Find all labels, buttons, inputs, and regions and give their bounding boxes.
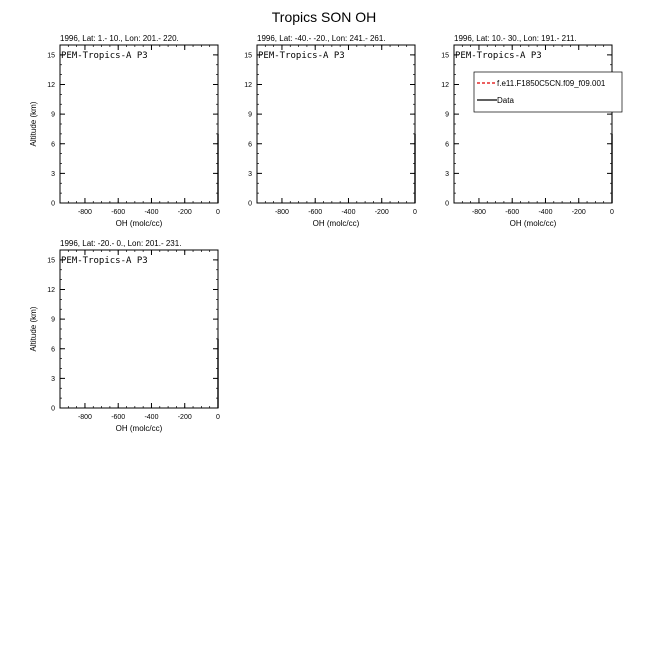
y-tick-label: 0: [51, 200, 55, 208]
x-tick-label: 0: [610, 209, 614, 216]
y-tick-label: 15: [47, 52, 55, 60]
x-tick-label: -200: [177, 209, 192, 216]
y-tick-label: 3: [248, 170, 252, 178]
legend: [474, 72, 622, 112]
y-tick-label: 9: [445, 111, 449, 119]
y-tick-label: 6: [248, 141, 252, 149]
panel-annotation: PEM-Tropics-A P3: [455, 51, 542, 61]
x-tick-label: 0: [216, 209, 220, 216]
y-tick-label: 9: [51, 111, 55, 119]
legend-label-2: Data: [497, 96, 514, 105]
x-tick-label: -400: [341, 209, 356, 216]
y-tick-label: 0: [248, 200, 252, 208]
x-axis-label: OH (molc/cc): [509, 219, 557, 228]
panel-subtitle: 1996, Lat: 10.- 30., Lon: 191.- 211.: [454, 34, 577, 43]
x-tick-label: -200: [177, 414, 192, 421]
y-tick-label: 6: [51, 141, 55, 149]
y-tick-label: 6: [51, 346, 55, 354]
y-tick-label: 6: [445, 141, 449, 149]
panel-annotation: PEM-Tropics-A P3: [258, 51, 345, 61]
y-tick-label: 12: [47, 287, 55, 294]
y-tick-label: 15: [441, 52, 449, 60]
x-tick-label: -600: [308, 209, 323, 216]
x-tick-label: -200: [374, 209, 389, 216]
y-tick-label: 12: [441, 82, 449, 89]
y-tick-label: 15: [47, 257, 55, 265]
x-tick-label: -600: [111, 209, 126, 216]
y-tick-label: 3: [51, 170, 55, 178]
x-tick-label: -600: [111, 414, 126, 421]
x-tick-label: -800: [471, 209, 486, 216]
panel-subtitle: 1996, Lat: -20.- 0., Lon: 201.- 231.: [60, 239, 182, 248]
y-tick-label: 9: [51, 316, 55, 324]
x-tick-label: -800: [77, 209, 92, 216]
figure-title: Tropics SON OH: [271, 9, 377, 25]
legend-label-1: f.e11.F1850C5CN.f09_f09.001: [497, 79, 606, 88]
y-tick-label: 15: [244, 52, 252, 60]
x-tick-label: -400: [144, 209, 159, 216]
y-axis-label: Altitude (km): [29, 101, 38, 147]
y-tick-label: 3: [445, 170, 449, 178]
x-axis-label: OH (molc/cc): [115, 219, 163, 228]
x-tick-label: -200: [571, 209, 586, 216]
x-axis-label: OH (molc/cc): [312, 219, 360, 228]
panel-subtitle: 1996, Lat: -40.- -20., Lon: 241.- 261.: [257, 34, 386, 43]
y-tick-label: 9: [248, 111, 252, 119]
y-tick-label: 12: [244, 82, 252, 89]
y-tick-label: 0: [445, 200, 449, 208]
y-tick-label: 3: [51, 375, 55, 383]
y-axis-label: Altitude (km): [29, 306, 38, 352]
x-tick-label: -800: [274, 209, 289, 216]
panel-subtitle: 1996, Lat: 1.- 10., Lon: 201.- 220.: [60, 34, 179, 43]
x-tick-label: -400: [538, 209, 553, 216]
x-tick-label: -800: [77, 414, 92, 421]
x-tick-label: 0: [413, 209, 417, 216]
panel-annotation: PEM-Tropics-A P3: [61, 51, 148, 61]
x-tick-label: 0: [216, 414, 220, 421]
x-tick-label: -400: [144, 414, 159, 421]
legend-box: [474, 72, 622, 112]
y-tick-label: 12: [47, 82, 55, 89]
panel-annotation: PEM-Tropics-A P3: [61, 256, 148, 266]
y-tick-label: 0: [51, 405, 55, 413]
x-axis-label: OH (molc/cc): [115, 424, 163, 433]
x-tick-label: -600: [505, 209, 520, 216]
